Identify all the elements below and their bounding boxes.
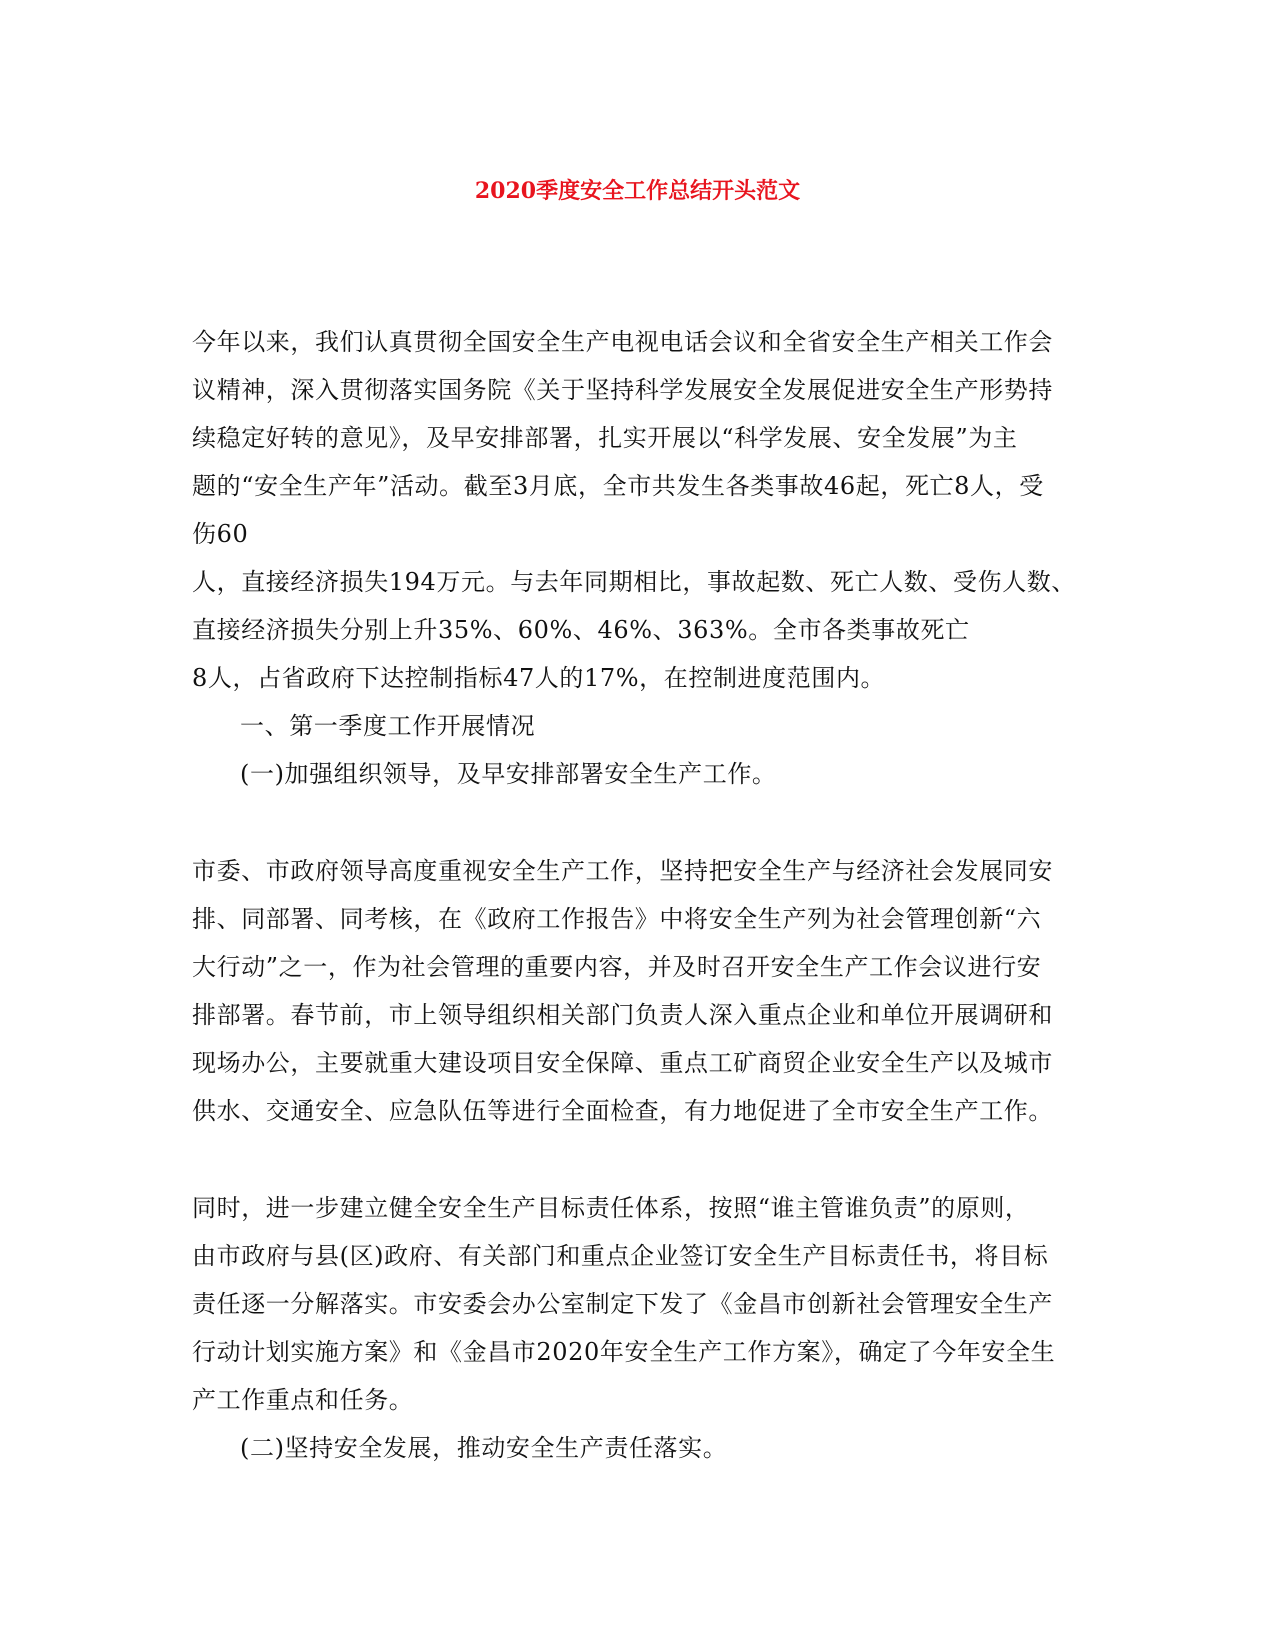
text-line: 由市政府与县(区)政府、有关部门和重点企业签订安全生产目标责任书，将目标 (192, 1242, 1049, 1270)
text-line: 排部署。春节前，市上领导组织相关部门负责人深入重点企业和单位开展调研和 (192, 1001, 1053, 1029)
text-line: 行动计划实施方案》和《金昌市2020年安全生产工作方案》，确定了今年安全生 (192, 1338, 1056, 1366)
paragraph-intro (192, 318, 1077, 702)
paragraph-responsibility (192, 1184, 1072, 1424)
text-line: 供水、交通安全、应急队伍等进行全面检查，有力地促进了全市安全生产工作。 (192, 1097, 1053, 1125)
document-body (192, 318, 1077, 1472)
text-line: 人，直接经济损失194万元。与去年同期相比，事故起数、死亡人数、受伤人数、 (192, 568, 1077, 596)
text-line: 题的“安全生产年”活动。截至3月底，全市共发生各类事故46起，死亡8人，受 (192, 472, 1044, 500)
text-line: 今年以来，我们认真贯彻全国安全生产电视电话会议和全省安全生产相关工作会 (192, 328, 1053, 356)
section-heading: 一、第一季度工作开展情况 (240, 712, 536, 740)
text-line: 市委、市政府领导高度重视安全生产工作，坚持把安全生产与经济社会发展同安 (192, 857, 1053, 885)
text-line: 排、同部署、同考核，在《政府工作报告》中将安全生产列为社会管理创新“六 (192, 905, 1042, 933)
paragraph-gap (192, 1135, 1072, 1184)
paragraph-leadership (192, 847, 1072, 1135)
text-line: 议精神，深入贯彻落实国务院《关于坚持科学发展安全发展促进安全生产形势持 (192, 376, 1053, 404)
text-line: 伤60 (192, 520, 249, 548)
text-line: 现场办公，主要就重大建设项目安全保障、重点工矿商贸企业安全生产以及城市 (192, 1049, 1053, 1077)
subsection-heading: (二)坚持安全发展，推动安全生产责任落实。 (240, 1434, 728, 1462)
subsection-heading: (一)加强组织领导，及早安排部署安全生产工作。 (240, 760, 777, 788)
document-title: 2020季度安全工作总结开头范文 (474, 178, 801, 204)
text-line: 产工作重点和任务。 (192, 1386, 414, 1414)
text-line: 同时，进一步建立健全安全生产目标责任体系，按照“谁主管谁负责”的原则， (192, 1194, 1030, 1222)
text-line: 责任逐一分解落实。市安委会办公室制定下发了《金昌市创新社会管理安全生产 (192, 1290, 1053, 1318)
text-line: 8人，占省政府下达控制指标47人的17%，在控制进度范围内。 (192, 664, 886, 692)
text-line: 大行动”之一，作为社会管理的重要内容，并及时召开安全生产工作会议进行安 (192, 953, 1042, 981)
paragraph-gap (192, 798, 1072, 847)
text-line: 续稳定好转的意见》，及早安排部署，扎实开展以“科学发展、安全发展”为主 (192, 424, 1018, 452)
text-line: 直接经济损失分别上升35%、60%、46%、363%。全市各类事故死亡 (192, 616, 970, 644)
